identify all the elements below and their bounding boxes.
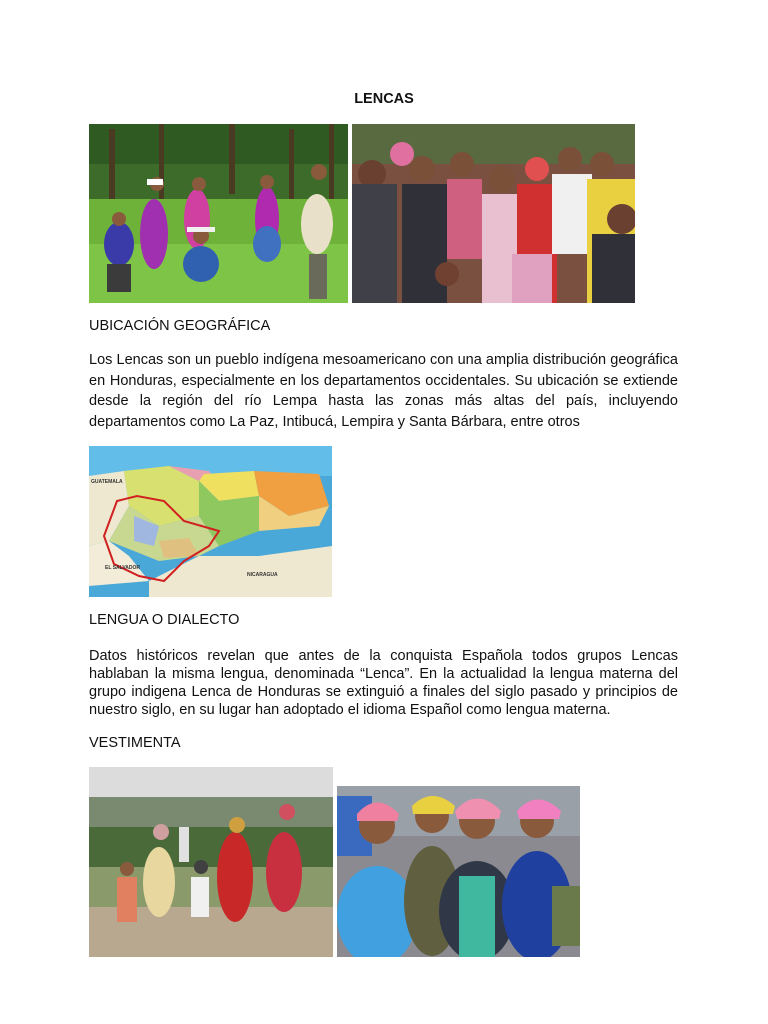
map-label-nicaragua: NICARAGUA: [247, 572, 278, 578]
photo-lenca-family-walking: [89, 767, 333, 957]
photo-lenca-women-traditional-dress: [337, 786, 580, 957]
section-heading-lengua: LENGUA O DIALECTO: [89, 612, 240, 628]
map-label-guatemala: GUATEMALA: [91, 479, 123, 485]
photo-lenca-group-field: [89, 124, 348, 303]
map-label-el-salvador: EL SALVADOR: [105, 565, 141, 571]
paragraph-lengua: Datos históricos revelan que antes de la conquista Española todos grupos Lencas hablaban la misma lengua, denominada “Lenca”. En la actualidad la lengua materna del grupo indigena Lenca de Honduras se extinguió a finales del siglo pasado y principios de nuestro siglo, en su lugar han adoptado el idioma Español como lengua materna.: [89, 648, 678, 718]
page-title: LENCAS: [354, 91, 414, 107]
paragraph-ubicacion: Los Lencas son un pueblo indígena mesoamericano con una amplia distribución geográfica en Honduras, especialmente en los departamentos occidentales. Su ubicación se extiende desde la región del río Lempa hasta las zonas más altas del país, incluyendo departamentos como La Paz, Intibucá, Lempira y Santa Bárbara, entre otros: [89, 352, 678, 430]
map-honduras-lenca-region: [89, 446, 332, 597]
section-heading-ubicacion: UBICACIÓN GEOGRÁFICA: [89, 318, 271, 334]
photo-lenca-crowd: [352, 124, 635, 303]
section-heading-vestimenta: VESTIMENTA: [89, 735, 181, 751]
